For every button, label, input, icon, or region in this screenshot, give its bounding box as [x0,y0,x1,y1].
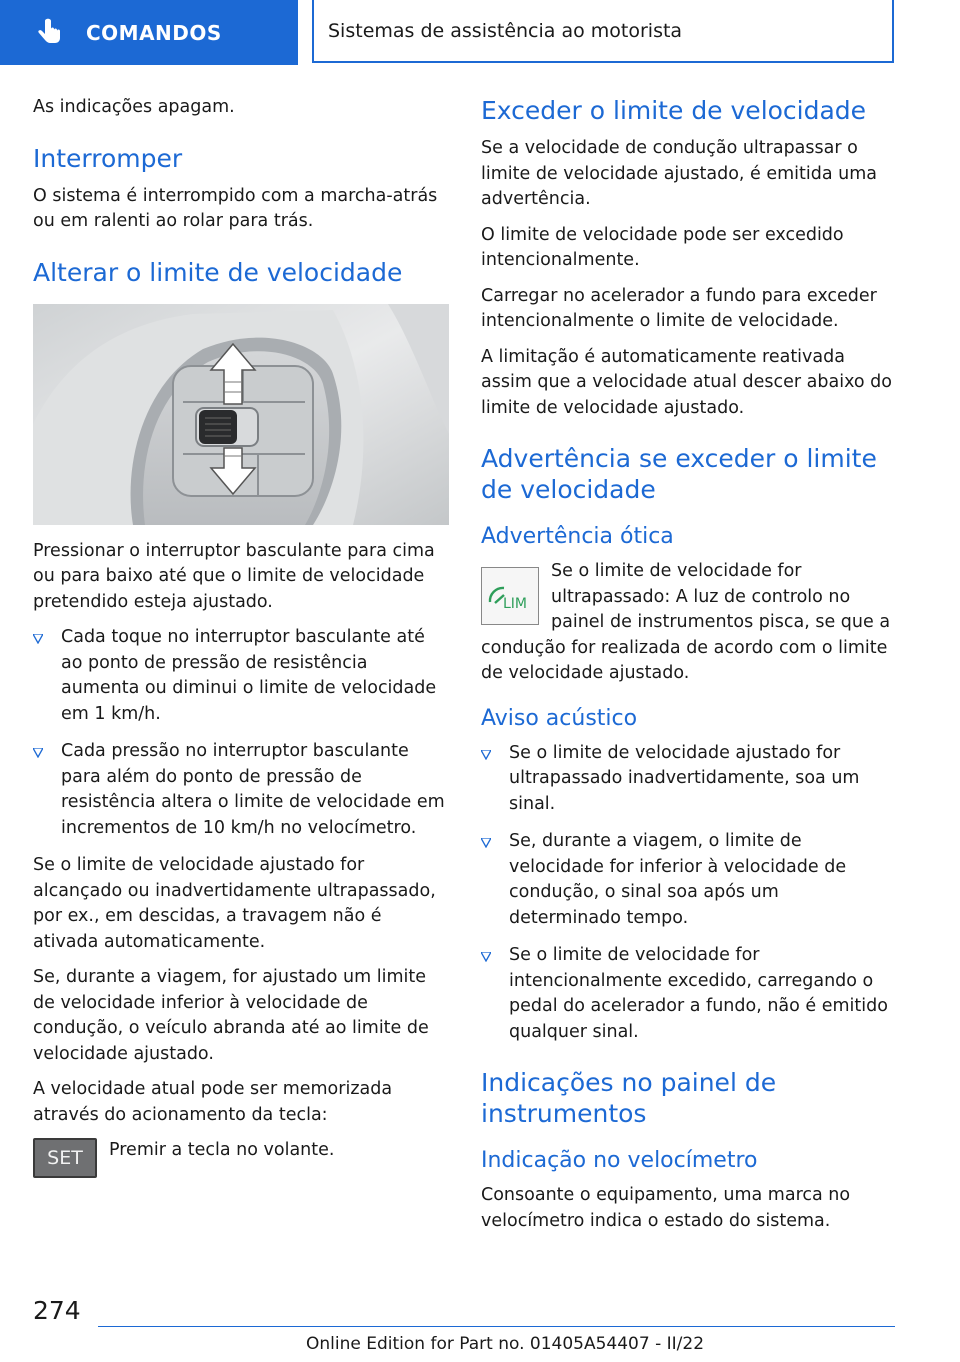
triangle-bullet-icon [33,748,43,758]
list-item-text: Se, durante a viagem, o limite de velocidade for inferior à velocidade de condução, o sinal soa após um determinado tempo. [509,831,847,928]
triangle-bullet-icon [481,750,491,760]
heading-interromper: Interromper [33,143,183,173]
paragraph: Premir a tecla no volante. [109,1140,335,1160]
list-item-text: Se o limite de velocidade for intencionalmente excedido, carregando o pedal do acelerador a fundo, não é emitido qualquer sinal. [509,945,888,1042]
heading-indicacao-velocimetro: Indicação no velocímetro [481,1148,758,1173]
paragraph: Se, durante a viagem, for ajustado um limite de velocidade inferior à velocidade de condução, o veículo abranda até ao limite de velocidade ajustado. [33,967,429,1064]
paragraph: O sistema é interrompido com a marcha-atrás ou em ralenti ao rolar para trás. [33,185,438,231]
triangle-bullet-icon [481,838,491,848]
list-item [33,625,449,727]
paragraph: O limite de velocidade pode ser excedido intencionalmente. [481,224,844,270]
page-number: 274 [33,1296,81,1325]
heading-aviso-acustico: Aviso acústico [481,705,638,731]
paragraph: Pressionar o interruptor basculante para cima ou para baixo até que o limite de velocidade pretendido esteja ajustado. [33,540,435,612]
paragraph: A limitação é automaticamente reativada assim que a velocidade atual descer abaixo do limite de velocidade ajustado. [481,346,892,418]
triangle-bullet-icon [33,634,43,644]
chapter-title: Sistemas de assistência ao motorista [328,19,683,42]
speed-limiter-lim-icon [481,567,539,625]
heading-advertencia: Advertência se exceder o limite de velocidade [481,444,877,504]
paragraph: Se o limite de velocidade ajustado for alcançado ou inadvertidamente ultrapassado, por ex., em descidas, a travagem não é ativada automaticamente. [33,855,436,952]
set-key-row [33,1138,449,1178]
hand-pointer-icon [34,18,64,48]
heading-indicacoes-painel: Indicações no painel de instrumentos [481,1068,777,1128]
list-item-text: Cada toque no interruptor basculante até ao ponto de pressão de resistência aumenta ou diminui o limite de velocidade em 1 km/h. [61,627,437,724]
list-item [481,943,895,1045]
paragraph: Consoante o equipamento, uma marca no velocímetro indica o estado do sistema. [481,1185,851,1231]
heading-alterar-limite: Alterar o limite de velocidade [33,257,403,287]
list-item [481,741,895,818]
steering-wheel-rocker-switch-icon [33,304,449,525]
section-title: COMANDOS [86,20,222,45]
list-item [481,829,895,931]
paragraph: Se o limite de velocidade for ultrapassado: A luz de controlo no painel de instrumentos pisca, se que a condução for realizada de acordo com o limite de velocidade ajustado. [481,561,891,683]
heading-advertencia-otica: Advertência ótica [481,524,674,549]
paragraph: Carregar no acelerador a fundo para exceder intencionalmente o limite de velocidade. [481,285,877,331]
triangle-bullet-icon [481,952,491,962]
set-key-label: SET [47,1147,83,1169]
left-column [33,95,449,1188]
right-column [481,95,895,1244]
list-item-text: Cada pressão no interruptor basculante para além do ponto de pressão de resistência altera o limite de velocidade em incrementos de 10 km/h no velocímetro. [61,741,445,838]
paragraph: A velocidade atual pode ser memorizada através do acionamento da tecla: [33,1079,393,1125]
list-item-text: Se o limite de velocidade ajustado for ultrapassado inadvertidamente, soa um sinal. [509,742,860,814]
footer-divider [98,1326,895,1327]
chapter-tab [312,0,894,63]
list-item [33,739,449,841]
lim-warning-block [481,559,895,687]
lim-label: LIM [503,596,528,612]
paragraph: As indicações apagam. [33,97,235,117]
set-key-icon [33,1138,97,1178]
paragraph: Se a velocidade de condução ultrapassar o limite de velocidade ajustado, é emitida uma advertência. [481,138,878,209]
bullet-list [33,625,449,841]
bullet-list [481,741,895,1046]
heading-exceder-limite: Exceder o limite de velocidade [481,96,867,125]
steering-wheel-switch-figure [33,304,449,525]
edition-info: Online Edition for Part no. 01405A54407 - II/22 [306,1334,705,1354]
section-tab [0,0,298,65]
